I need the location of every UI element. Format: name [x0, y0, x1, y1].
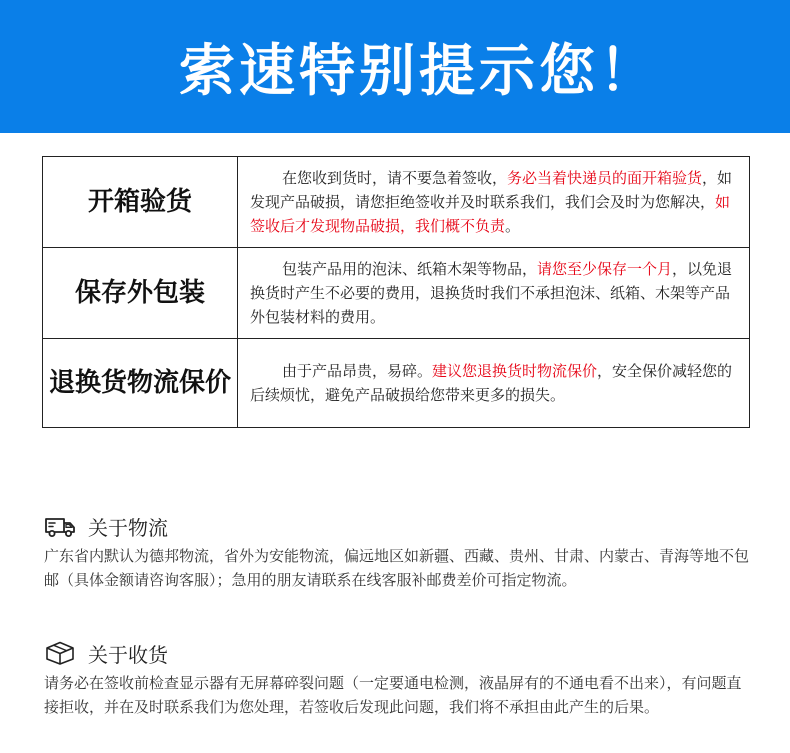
text-segment: 包装产品用的泡沫、纸箱木架等物品， [282, 260, 538, 278]
notice-text [238, 157, 750, 248]
section-body: 广东省内默认为德邦物流，省外为安能物流，偏远地区如新疆、西藏、贵州、甘肃、内蒙古、青海等地不包邮（具体金额请咨询客服）；急用的朋友请联系在线客服补邮费差价可指定物流。 [44, 547, 750, 589]
section-body: 请务必在签收前检查显示器有无屏幕碎裂问题（一定要通电检测，液晶屏有的不通电看不出来），有问题直接拒收，并在及时联系我们为您处理，若签收后发现此问题，我们将不承担由此产生的后果。 [44, 674, 742, 716]
highlight-segment: 如签收后才发现物品破损，我们概不负责 [250, 193, 731, 235]
receiving-header [44, 637, 754, 669]
delivery-truck-icon [44, 514, 76, 538]
text-segment: ，以免退换货时产生不必要的费用，退换货时我们不承担泡沫、纸箱、木架等产品外包装材料的费用。 [250, 260, 733, 326]
notice-row [43, 157, 750, 248]
text-segment: ，安全保价减轻您的后续烦忧，避免产品破损给您带来更多的损失。 [250, 362, 733, 404]
text-segment: 由于产品昂贵，易碎。 [282, 362, 433, 380]
banner-title: 索速特别提示您！ [179, 38, 659, 104]
notice-label: 保存外包装 [43, 248, 238, 339]
highlight-segment: 务必当着快递员的面开箱验货 [507, 169, 703, 187]
text-segment: ，如发现产品破损，请您拒绝签收并及时联系我们，我们会及时为您解决， [250, 169, 733, 211]
package-box-icon [44, 641, 76, 665]
notice-row [43, 339, 750, 428]
logistics-header [44, 510, 754, 542]
notice-label: 退换货物流保价 [43, 339, 238, 428]
highlight-segment: 建议您退换货时物流保价 [432, 362, 598, 380]
notice-table [42, 156, 750, 428]
notice-label: 开箱验货 [43, 157, 238, 248]
section-title: 关于收货 [88, 642, 168, 667]
section-title: 关于物流 [88, 515, 168, 540]
highlight-segment: 请您至少保存一个月 [537, 260, 673, 278]
text-segment: 。 [505, 217, 521, 235]
notice-row [43, 248, 750, 339]
notice-text [238, 339, 750, 428]
text-segment: 在您收到货时，请不要急着签收， [282, 169, 508, 187]
notice-text [238, 248, 750, 339]
logistics-section [44, 510, 754, 592]
receiving-section [44, 637, 754, 719]
